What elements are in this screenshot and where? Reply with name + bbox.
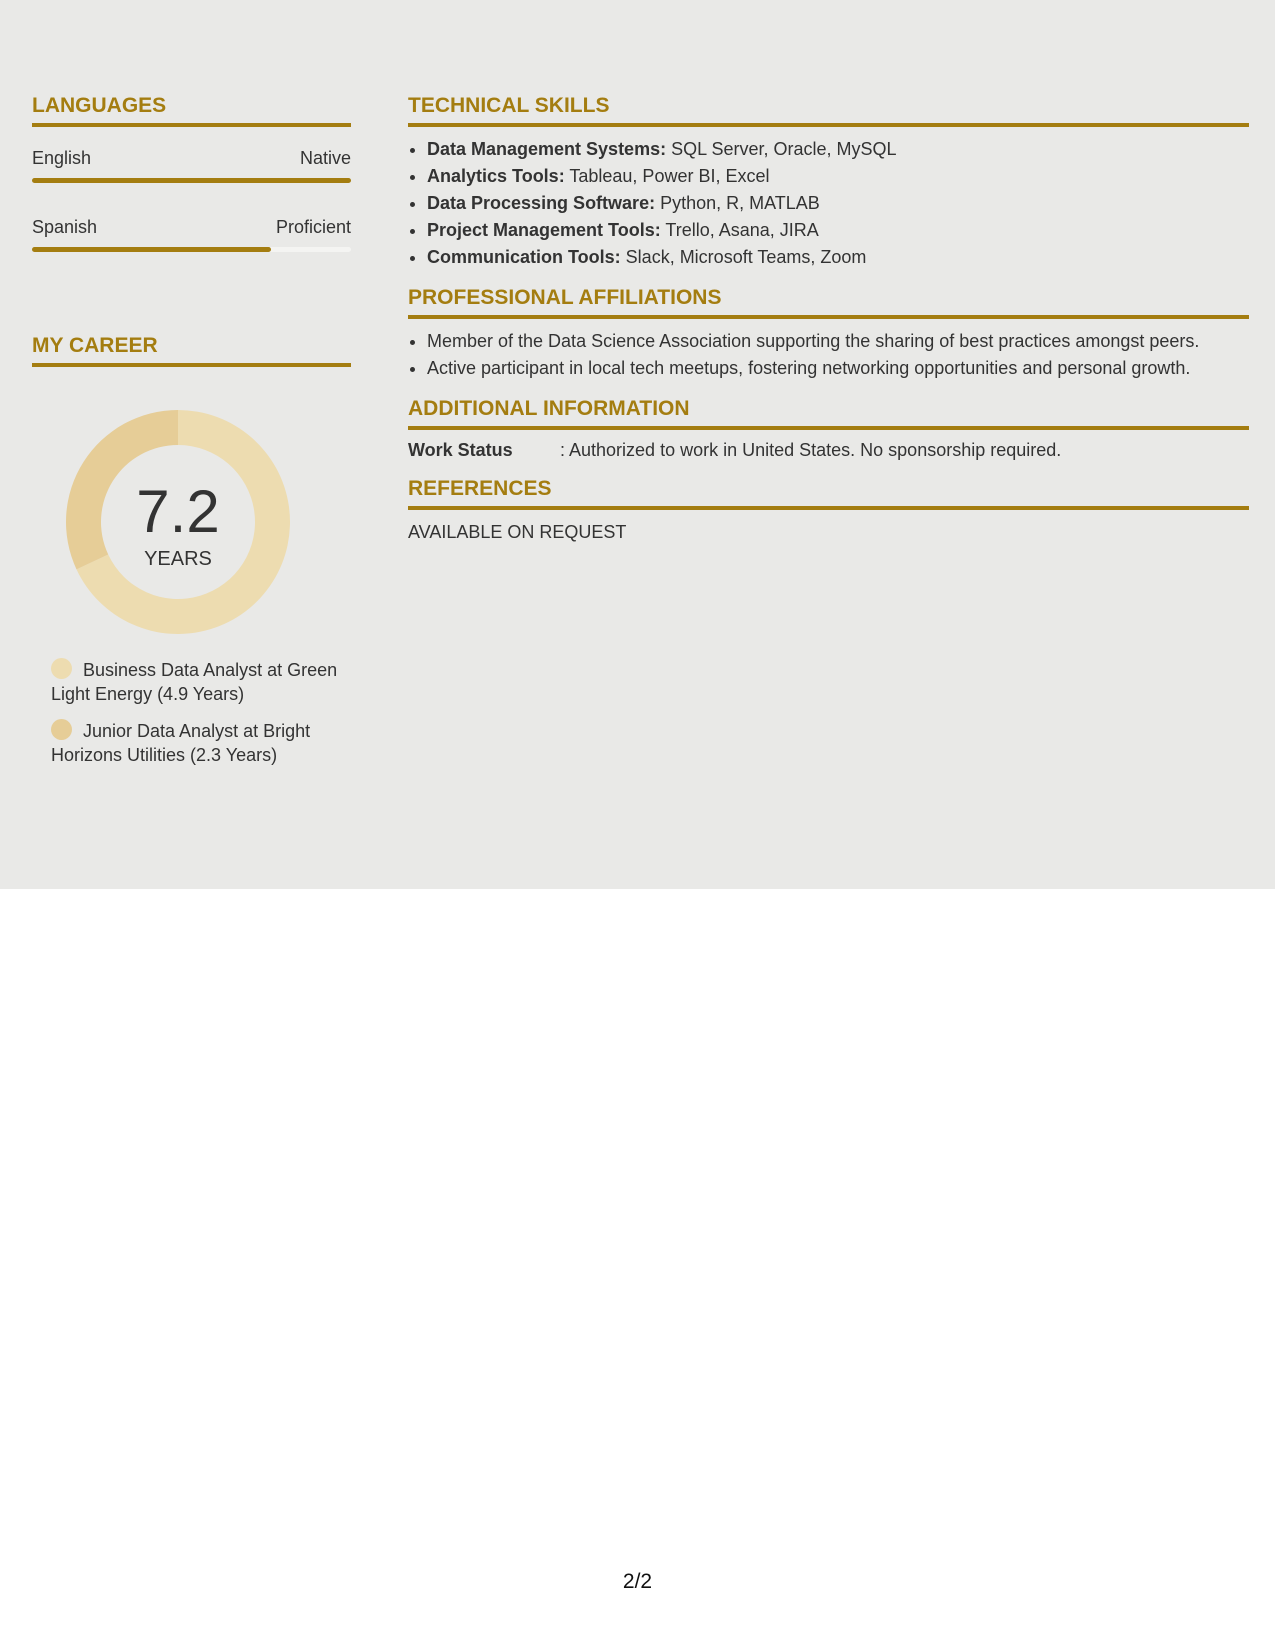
skill-value: Trello, Asana, JIRA bbox=[660, 220, 819, 240]
language-bar-fill bbox=[32, 178, 351, 183]
references-text: AVAILABLE ON REQUEST bbox=[408, 522, 627, 542]
skill-value: SQL Server, Oracle, MySQL bbox=[666, 139, 897, 159]
language-row-spanish bbox=[32, 216, 351, 258]
career-title: MY CAREER bbox=[32, 333, 351, 367]
left-column bbox=[32, 93, 351, 765]
skill-value: Slack, Microsoft Teams, Zoom bbox=[620, 247, 867, 267]
right-column bbox=[408, 93, 1249, 544]
skill-label: Data Management Systems: bbox=[427, 139, 667, 159]
legend-dot-icon bbox=[51, 719, 72, 740]
donut-center bbox=[66, 410, 290, 634]
list-item bbox=[427, 136, 1249, 163]
career-chart bbox=[32, 367, 351, 765]
language-row-english bbox=[32, 147, 351, 189]
language-name: English bbox=[32, 148, 92, 168]
list-item: • Member of the Data Science Association supporting the sharing of best practices amongst peers. bbox=[427, 328, 1249, 355]
skill-value: Python, R, MATLAB bbox=[655, 193, 820, 213]
languages-title: LANGUAGES bbox=[32, 93, 351, 127]
affiliations-list bbox=[408, 328, 1249, 382]
skill-label: Project Management Tools: bbox=[427, 220, 661, 240]
list-item bbox=[427, 244, 1249, 271]
legend-label: Business Data Analyst at Green Light Energy (4.9 Years) bbox=[51, 660, 338, 704]
language-bar-fill bbox=[32, 247, 271, 252]
affiliations-title: PROFESSIONAL AFFILIATIONS bbox=[408, 285, 1249, 319]
legend-label: Junior Data Analyst at Bright Horizons Utilities (2.3 Years) bbox=[51, 721, 311, 765]
legend-dot-icon bbox=[51, 658, 72, 679]
language-name: Spanish bbox=[32, 217, 98, 237]
references-section bbox=[408, 476, 1249, 544]
additional-info-section bbox=[408, 396, 1249, 462]
references-title: REFERENCES bbox=[408, 476, 1249, 510]
language-level: Native bbox=[299, 148, 351, 168]
affiliations-section bbox=[408, 285, 1249, 382]
list-item bbox=[427, 217, 1249, 244]
work-status-label: Work Status bbox=[408, 440, 513, 460]
technical-skills-list bbox=[408, 136, 1249, 271]
career-legend bbox=[51, 658, 351, 780]
language-bar-track bbox=[32, 247, 351, 252]
legend-item bbox=[51, 658, 351, 706]
skill-label: Communication Tools: bbox=[427, 247, 621, 267]
work-status-value: : Authorized to work in United States. No sponsorship required. bbox=[560, 440, 1062, 460]
skill-label: Analytics Tools: bbox=[427, 166, 565, 186]
list-item bbox=[427, 190, 1249, 217]
additional-info-title: ADDITIONAL INFORMATION bbox=[408, 396, 1249, 430]
career-total-unit: YEARS bbox=[144, 548, 212, 570]
work-status-row bbox=[408, 438, 1249, 462]
language-bar-track bbox=[32, 178, 351, 183]
list-item bbox=[427, 163, 1249, 190]
list-item: • Active participant in local tech meetups, fostering networking opportunities and personal growth. bbox=[427, 355, 1249, 382]
skill-value: Tableau, Power BI, Excel bbox=[564, 166, 770, 186]
language-level: Proficient bbox=[275, 217, 351, 237]
page-number: 2/2 bbox=[622, 1570, 653, 1593]
technical-skills-title: TECHNICAL SKILLS bbox=[408, 93, 1249, 127]
skill-label: Data Processing Software: bbox=[427, 193, 656, 213]
legend-item bbox=[51, 719, 351, 767]
career-total-value: 7.2 bbox=[136, 478, 220, 545]
